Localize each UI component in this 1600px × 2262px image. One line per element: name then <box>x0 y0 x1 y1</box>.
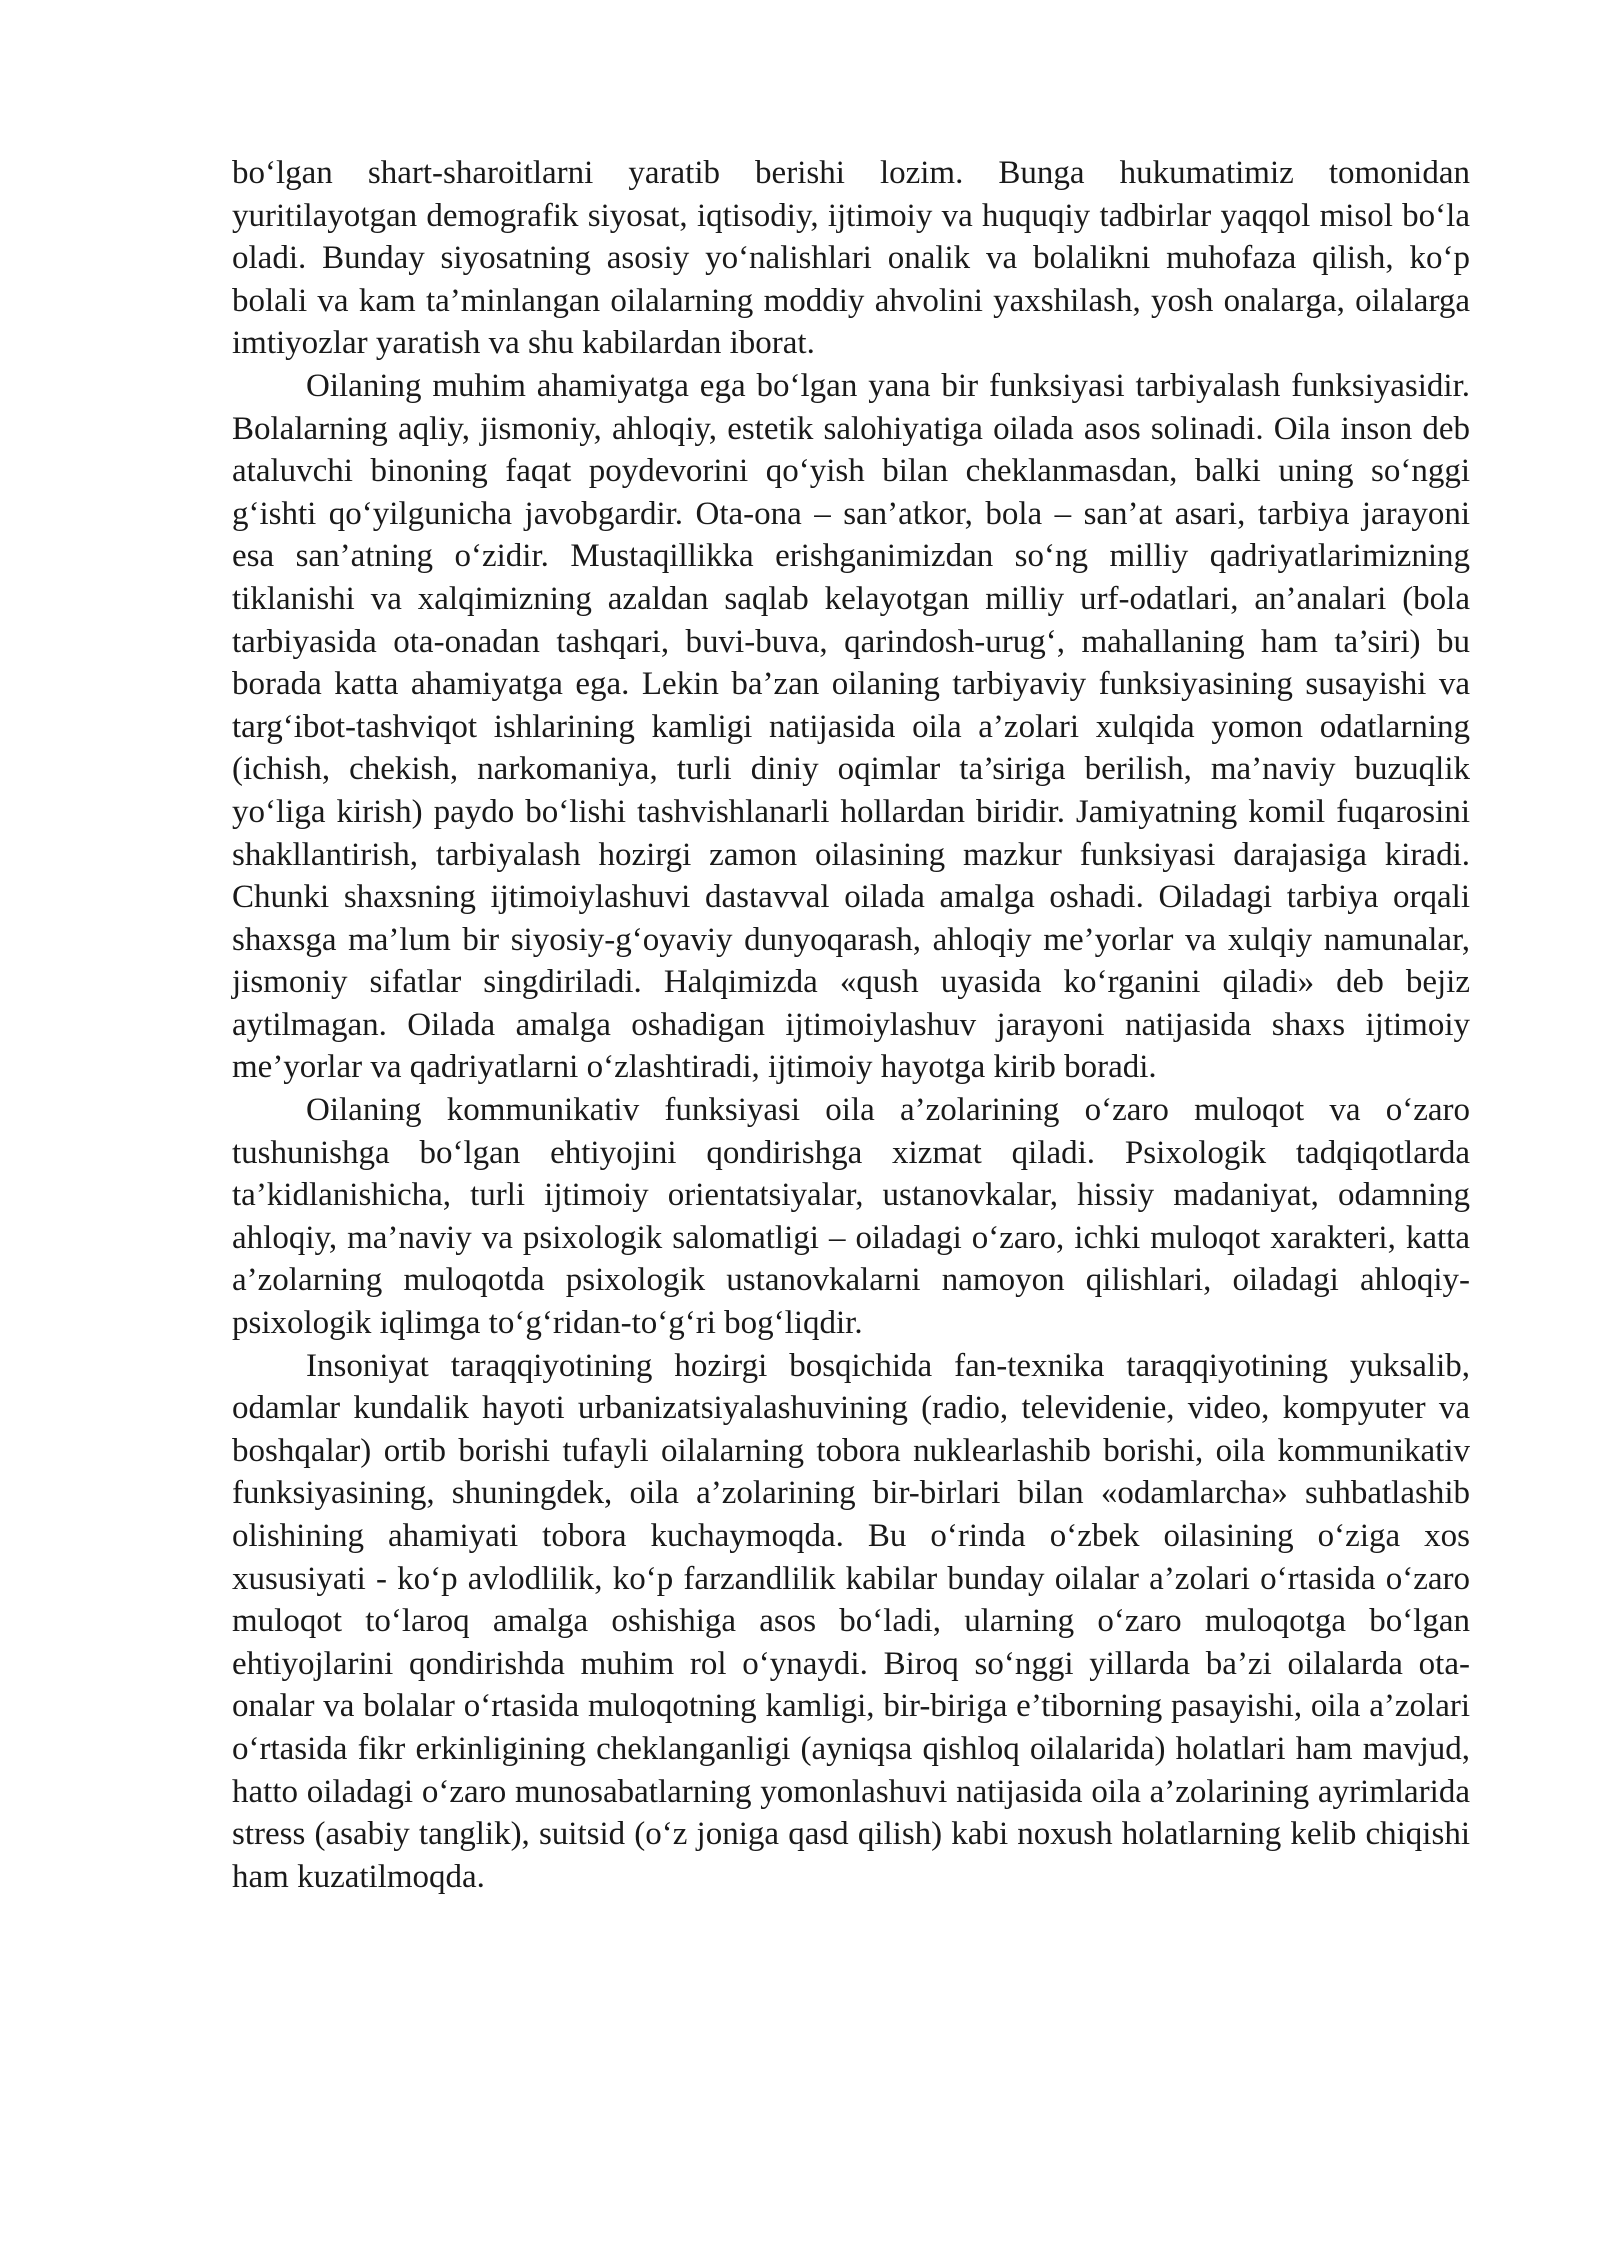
paragraph-4: Insoniyat taraqqiyotining hozirgi bosqichida fan-texnika taraqqiyotining yuksalib, odamlar kundalik hayoti urbanizatsiyalashuvining (radio, televidenie, video, kompyuter va boshqalar) ortib borishi tufayli oilalarning tobora nuklearlashib borishi, oila kommunikativ funksiyasining, shuningdek, oila a’zolarining bir-birlari bilan «odamlarcha» suhbatlashib olishining ahamiyati tobora kuchaymoqda. Bu o‘rinda o‘zbek oilasining o‘ziga xos xususiyati - ko‘p avlodlilik, ko‘p farzandlilik kabilar bunday oilalar a’zolari o‘rtasida o‘zaro muloqot to‘laroq amalga oshishiga asos bo‘ladi, ularning o‘zaro muloqotga bo‘lgan ehtiyojlarini qondirishda muhim rol o‘ynaydi. Biroq so‘nggi yillarda ba’zi oilalarda ota-onalar va bolalar o‘rtasida muloqotning kamligi, bir-biriga e’tiborning pasayishi, oila a’zolari o‘rtasida fikr erkinligining cheklanganligi (ayniqsa qishloq oilalarida) holatlari ham mavjud, hatto oiladagi o‘zaro munosabatlarning yomonlashuvi natijasida oila a’zolarining ayrimlarida stress (asabiy tanglik), suitsid (o‘z joniga qasd qilish) kabi noxush holatlarning kelib chiqishi ham kuzatilmoqda. <box>232 1347 1470 1895</box>
paragraph-3: Oilaning kommunikativ funksiyasi oila a’zolarining o‘zaro muloqot va o‘zaro tushunishga bo‘lgan ehtiyojini qondirishga xizmat qiladi. Psixologik tadqiqotlarda ta’kidlanishicha, turli ijtimoiy orientatsiyalar, ustanovkalar, hissiy madaniyat, odamning ahloqiy, ma’naviy va psixologik salomatligi – oiladagi o‘zaro, ichki muloqot xarakteri, katta a’zolarning muloqotda psixologik ustanovkalarni namoyon qilishlari, oiladagi ahloqiy-psixologik iqlimga to‘g‘ridan-to‘g‘ri bog‘liqdir. <box>232 1092 1470 1342</box>
paragraph-2: Oilaning muhim ahamiyatga ega bo‘lgan yana bir funksiyasi tarbiyalash funksiyasidir. Bolalarning aqliy, jismoniy, ahloqiy, estetik salohiyatiga oilada asos solinadi. Oila inson deb ataluvchi binoning faqat poydevorini qo‘yish bilan cheklanmasdan, balki uning so‘nggi g‘ishti qo‘yilgunicha javobgardir. Ota-ona – san’atkor, bola – san’at asari, tarbiya jarayoni esa san’atning o‘zidir. Mustaqillikka erishganimizdan so‘ng milliy qadriyatlarimizning tiklanishi va xalqimizning azaldan saqlab kelayotgan milliy urf-odatlari, an’analari (bola tarbiyasida ota-onadan tashqari, buvi-buva, qarindosh-urug‘, mahallaning ham ta’siri) bu borada katta ahamiyatga ega. Lekin ba’zan oilaning tarbiyaviy funksiyasining susayishi va targ‘ibot-tashviqot ishlarining kamligi natijasida oila a’zolari xulqida yomon odatlarning (ichish, chekish, narkomaniya, turli diniy oqimlar ta’siriga berilish, ma’naviy buzuqlik yo‘liga kirish) paydo bo‘lishi tashvishlanarli hollardan biridir. Jamiyatning komil fuqarosini shakllantirish, tarbiyalash hozirgi zamon oilasining mazkur funksiyasi darajasiga kiradi. Chunki shaxsning ijtimoiylashuvi dastavval oilada amalga oshadi. Oiladagi tarbiya orqali shaxsga ma’lum bir siyosiy-g‘oyaviy dunyoqarash, ahloqiy me’yorlar va xulqiy namunalar, jismoniy sifatlar singdiriladi. Halqimizda «qush uyasida ko‘rganini qiladi» deb bejiz aytilmagan. Oilada amalga oshadigan ijtimoiylashuv jarayoni natijasida shaxs ijtimoiy me’yorlar va qadriyatlarni o‘zlashtiradi, ijtimoiy hayotga kirib boradi. <box>232 367 1470 1086</box>
document-page <box>232 152 1470 1898</box>
paragraph-1: bo‘lgan shart-sharoitlarni yaratib berishi lozim. Bunga hukumatimiz tomonidan yuritilayotgan demografik siyosat, iqtisodiy, ijtimoiy va huquqiy tadbirlar yaqqol misol bo‘la oladi. Bunday siyosatning asosiy yo‘nalishlari onalik va bolalikni muhofaza qilish, ko‘p bolali va kam ta’minlangan oilalarning moddiy ahvolini yaxshilash, yosh onalarga, oilalarga imtiyozlar yaratish va shu kabilardan iborat. <box>232 155 1470 362</box>
